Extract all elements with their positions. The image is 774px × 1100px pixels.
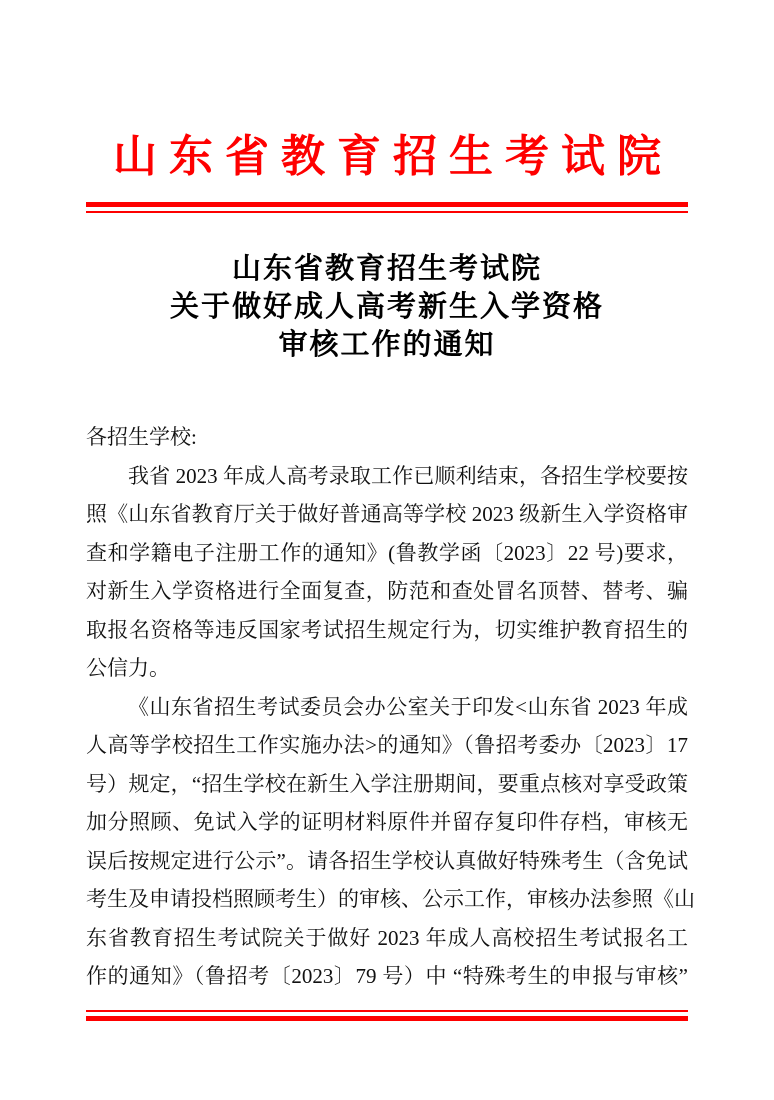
letterhead-rule-thin xyxy=(86,211,688,213)
body-line: 照《山东省教育厅关于做好普通高等学校 2023 级新生入学资格审 xyxy=(86,502,688,526)
footer-rule-thick xyxy=(86,1016,688,1021)
body-line: 取报名资格等违反国家考试招生规定行为，切实维护教育招生的 xyxy=(86,617,688,642)
document-body xyxy=(86,418,695,996)
document-title-line-1: 山东省教育招生考试院 xyxy=(231,253,542,285)
letterhead-rule-thick xyxy=(86,202,688,207)
body-line: 对新生入学资格进行全面复查，防范和查处冒名顶替、替考、骗 xyxy=(86,579,688,603)
salutation: 各招生学校: xyxy=(86,425,197,449)
body-line: 号）规定，“招生学校在新生入学注册期间，要重点核对享受政策 xyxy=(86,771,688,796)
document-title xyxy=(86,250,688,364)
letterhead-agency-title: 山东省教育招生考试院 xyxy=(113,132,673,181)
body-line: 我省 2023 年成人高考录取工作已顺利结束，各招生学校要按 xyxy=(128,463,688,488)
body-line: 考生及申请投档照顾考生）的审核、公示工作，审核办法参照《山 xyxy=(86,887,695,911)
document-title-line-3: 审核工作的通知 xyxy=(278,329,496,361)
document-title-line-2: 关于做好成人高考新生入学资格 xyxy=(169,291,604,323)
body-line: 东省教育招生考试院关于做好 2023 年成人高校招生考试报名工 xyxy=(86,925,688,950)
body-line: 查和学籍电子注册工作的通知》(鲁教学函〔2023〕22 号)要求， xyxy=(86,540,688,565)
body-line: 《山东省招生考试委员会办公室关于印发<山东省 2023 年成 xyxy=(128,694,688,719)
document-content xyxy=(86,128,695,1021)
letterhead-divider xyxy=(86,202,688,213)
body-line: 作的通知》（鲁招考〔2023〕79 号）中 “特殊考生的申报与审核” xyxy=(86,964,688,988)
footer-rule-thin xyxy=(86,1010,688,1012)
body-line: 公信力。 xyxy=(86,656,170,680)
body-line: 人高等学校招生工作实施办法>的通知》（鲁招考委办〔2023〕17 xyxy=(86,733,688,757)
body-line: 误后按规定进行公示”。请各招生学校认真做好特殊考生（含免试 xyxy=(86,848,688,873)
footer-divider xyxy=(86,1010,688,1021)
body-line: 加分照顾、免试入学的证明材料原件并留存复印件存档，审核无 xyxy=(86,810,688,834)
